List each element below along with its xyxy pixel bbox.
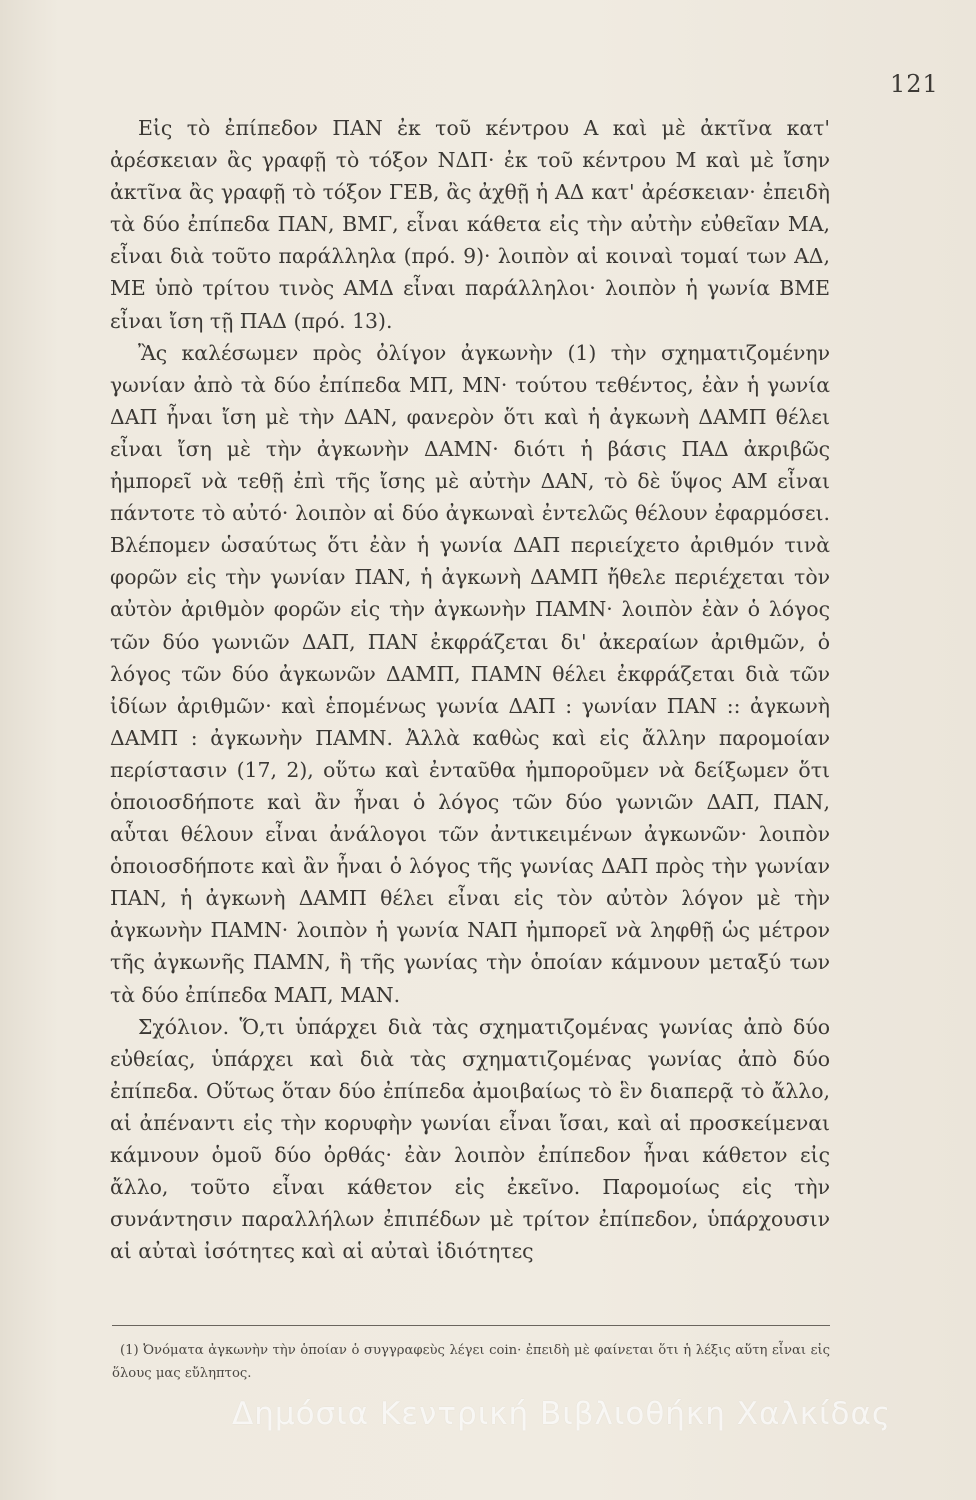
paragraph-2: Ἂς καλέσωμεν πρὸς ὀλίγον ἀγκωνὴν (1) τὴν σχηματιζομένην γωνίαν ἀπὸ τὰ δύο ἐπίπεδα ΜΠ, ΜΝ· τούτου τεθέντος, ἐὰν ἡ γωνία ΔΑΠ ἦναι ἴση μὲ τὴν ΔΑΝ, φανερὸν ὅτι καὶ ἡ ἀγκωνὴ ΔΑΜΠ θέλει εἶναι ἴση μὲ τὴν ἀγκωνὴν ΔΑΜΝ· διότι ἡ βάσις ΠΑΔ ἀκριβῶς ἠμπορεῖ νὰ τεθῇ ἐπὶ τῆς ἴσης μὲ αὐτὴν ΔΑΝ, τὸ δὲ ὕψος ΑΜ εἶναι πάντοτε τὸ αὐτό· λοιπὸν αἱ δύο ἀγκωναὶ ἐντελῶς θέλουν ἐφαρμόσει. Βλέπομεν ὡσαύτως ὅτι ἐὰν ἡ γωνία ΔΑΠ περιείχετο ἀριθμόν τινὰ φορῶν εἰς τὴν γωνίαν ΠΑΝ, ἡ ἀγκωνὴ ΔΑΜΠ ἤθελε περιέχεται τὸν αὐτὸν ἀριθμὸν φορῶν εἰς τὴν ἀγκωνὴν ΠΑΜΝ· λοιπὸν ἐὰν ὁ λόγος τῶν δύο γωνιῶν ΔΑΠ, ΠΑΝ ἐκφράζεται δι' ἀκεραίων ἀριθμῶν, ὁ λόγος τῶν δύο ἀγκωνῶν ΔΑΜΠ, ΠΑΜΝ θέλει ἐκφράζεται διὰ τῶν ἰδίων ἀριθμῶν· καὶ ἑπομένως γωνία ΔΑΠ : γωνίαν ΠΑΝ :: ἀγκωνὴ ΔΑΜΠ : ἀγκωνὴν ΠΑΜΝ. Ἀλλὰ καθὼς καὶ εἰς ἄλλην παρομοίαν περίστασιν (17, 2), οὕτω καὶ ἐνταῦθα ἠμποροῦμεν νὰ δείξωμεν ὅτι ὁποιοσδήποτε καὶ ἂν ἦναι ὁ λόγος τῶν δύο γωνιῶν ΔΑΠ, ΠΑΝ, αὗται θέλουν εἶναι ἀνάλογοι τῶν ἀντικειμένων ἀγκωνῶν· λοιπὸν ὁποιοσδήποτε καὶ ἂν ἦναι ὁ λόγος τῆς γωνίας ΔΑΠ πρὸς τὴν γωνίαν ΠΑΝ, ἡ ἀγκωνὴ ΔΑΜΠ θέλει εἶναι εἰς τὸν αὐτὸν λόγον μὲ τὴν ἀγκωνὴν ΠΑΜΝ· λοιπὸν ἡ γωνία ΝΑΠ ἠμπορεῖ νὰ ληφθῇ ὡς μέτρον τῆς ἀγκωνῆς ΠΑΜΝ, ἢ τῆς γωνίας τὴν ὁποίαν κάμνουν μεταξύ των τὰ δύο ἐπίπεδα ΜΑΠ, ΜΑΝ.	[110, 340, 830, 1007]
footnote	[112, 1339, 830, 1385]
page-number: 121	[890, 70, 939, 98]
paragraph-1: Εἰς τὸ ἐπίπεδον ΠΑΝ ἐκ τοῦ κέντρου Α καὶ μὲ ἀκτῖνα κατ' ἀρέσκειαν ἂς γραφῇ τὸ τόξον ΝΔΠ· ἐκ τοῦ κέντρου Μ καὶ μὲ ἴσην ἀκτῖνα ἂς γραφῇ τὸ τόξον ΓΕΒ, ἂς ἀχθῇ ἡ ΑΔ κατ' ἀρέσκειαν· ἐπειδὴ τὰ δύο ἐπίπεδα ΠΑΝ, ΒΜΓ, εἶναι κάθετα εἰς τὴν αὐτὴν εὐθεῖαν ΜΑ, εἶναι διὰ τοῦτο παράλληλα (πρό. 9)· λοιπὸν αἱ κοιναὶ τομαί των ΑΔ, ΜΕ ὑπὸ τρίτου τινὸς ΑΜΔ εἶναι παράλληλοι· λοιπὸν ἡ γωνία ΒΜΕ εἶναι ἴση τῇ ΠΑΔ (πρό. 13).	[110, 116, 830, 333]
footnote-divider	[112, 1325, 830, 1326]
body-text	[110, 112, 830, 1267]
footnote-text: (1) Ὀνόματα ἀγκωνὴν τὴν ὁποίαν ὁ συγγραφεὺς λέγει coin· ἐπειδὴ μὲ φαίνεται ὅτι ἡ λέξις αὕτη εἶναι εἰς ὅλους μας εὔληπτος.	[112, 1343, 830, 1381]
library-watermark: Δημόσια Κεντρική Βιβλιοθήκη Χαλκίδας	[232, 1396, 892, 1432]
paragraph-scholion: Σχόλιον. Ὅ,τι ὑπάρχει διὰ τὰς σχηματιζομένας γωνίας ἀπὸ δύο εὐθείας, ὑπάρχει καὶ διὰ τὰς σχηματιζομένας γωνίας ἀπὸ δύο ἐπίπεδα. Οὕτως ὅταν δύο ἐπίπεδα ἀμοιβαίως τὸ ἓν διαπερᾷ τὸ ἄλλο, αἱ ἀπέναντι εἰς τὴν κορυφὴν γωνίαι εἶναι ἴσαι, καὶ αἱ προσκείμεναι κάμνουν ὁμοῦ δύο ὀρθάς· ἐὰν λοιπὸν ἐπίπεδον ἦναι κάθετον εἰς ἄλλο, τοῦτο εἶναι κάθετον εἰς ἐκεῖνο. Παρομοίως εἰς τὴν συνάντησιν παραλλήλων ἐπιπέδων μὲ τρίτον ἐπίπεδον, ὑπάρχουσιν αἱ αὐταὶ ἰσότητες καὶ αἱ αὐταὶ ἰδιότητες	[110, 1014, 830, 1264]
